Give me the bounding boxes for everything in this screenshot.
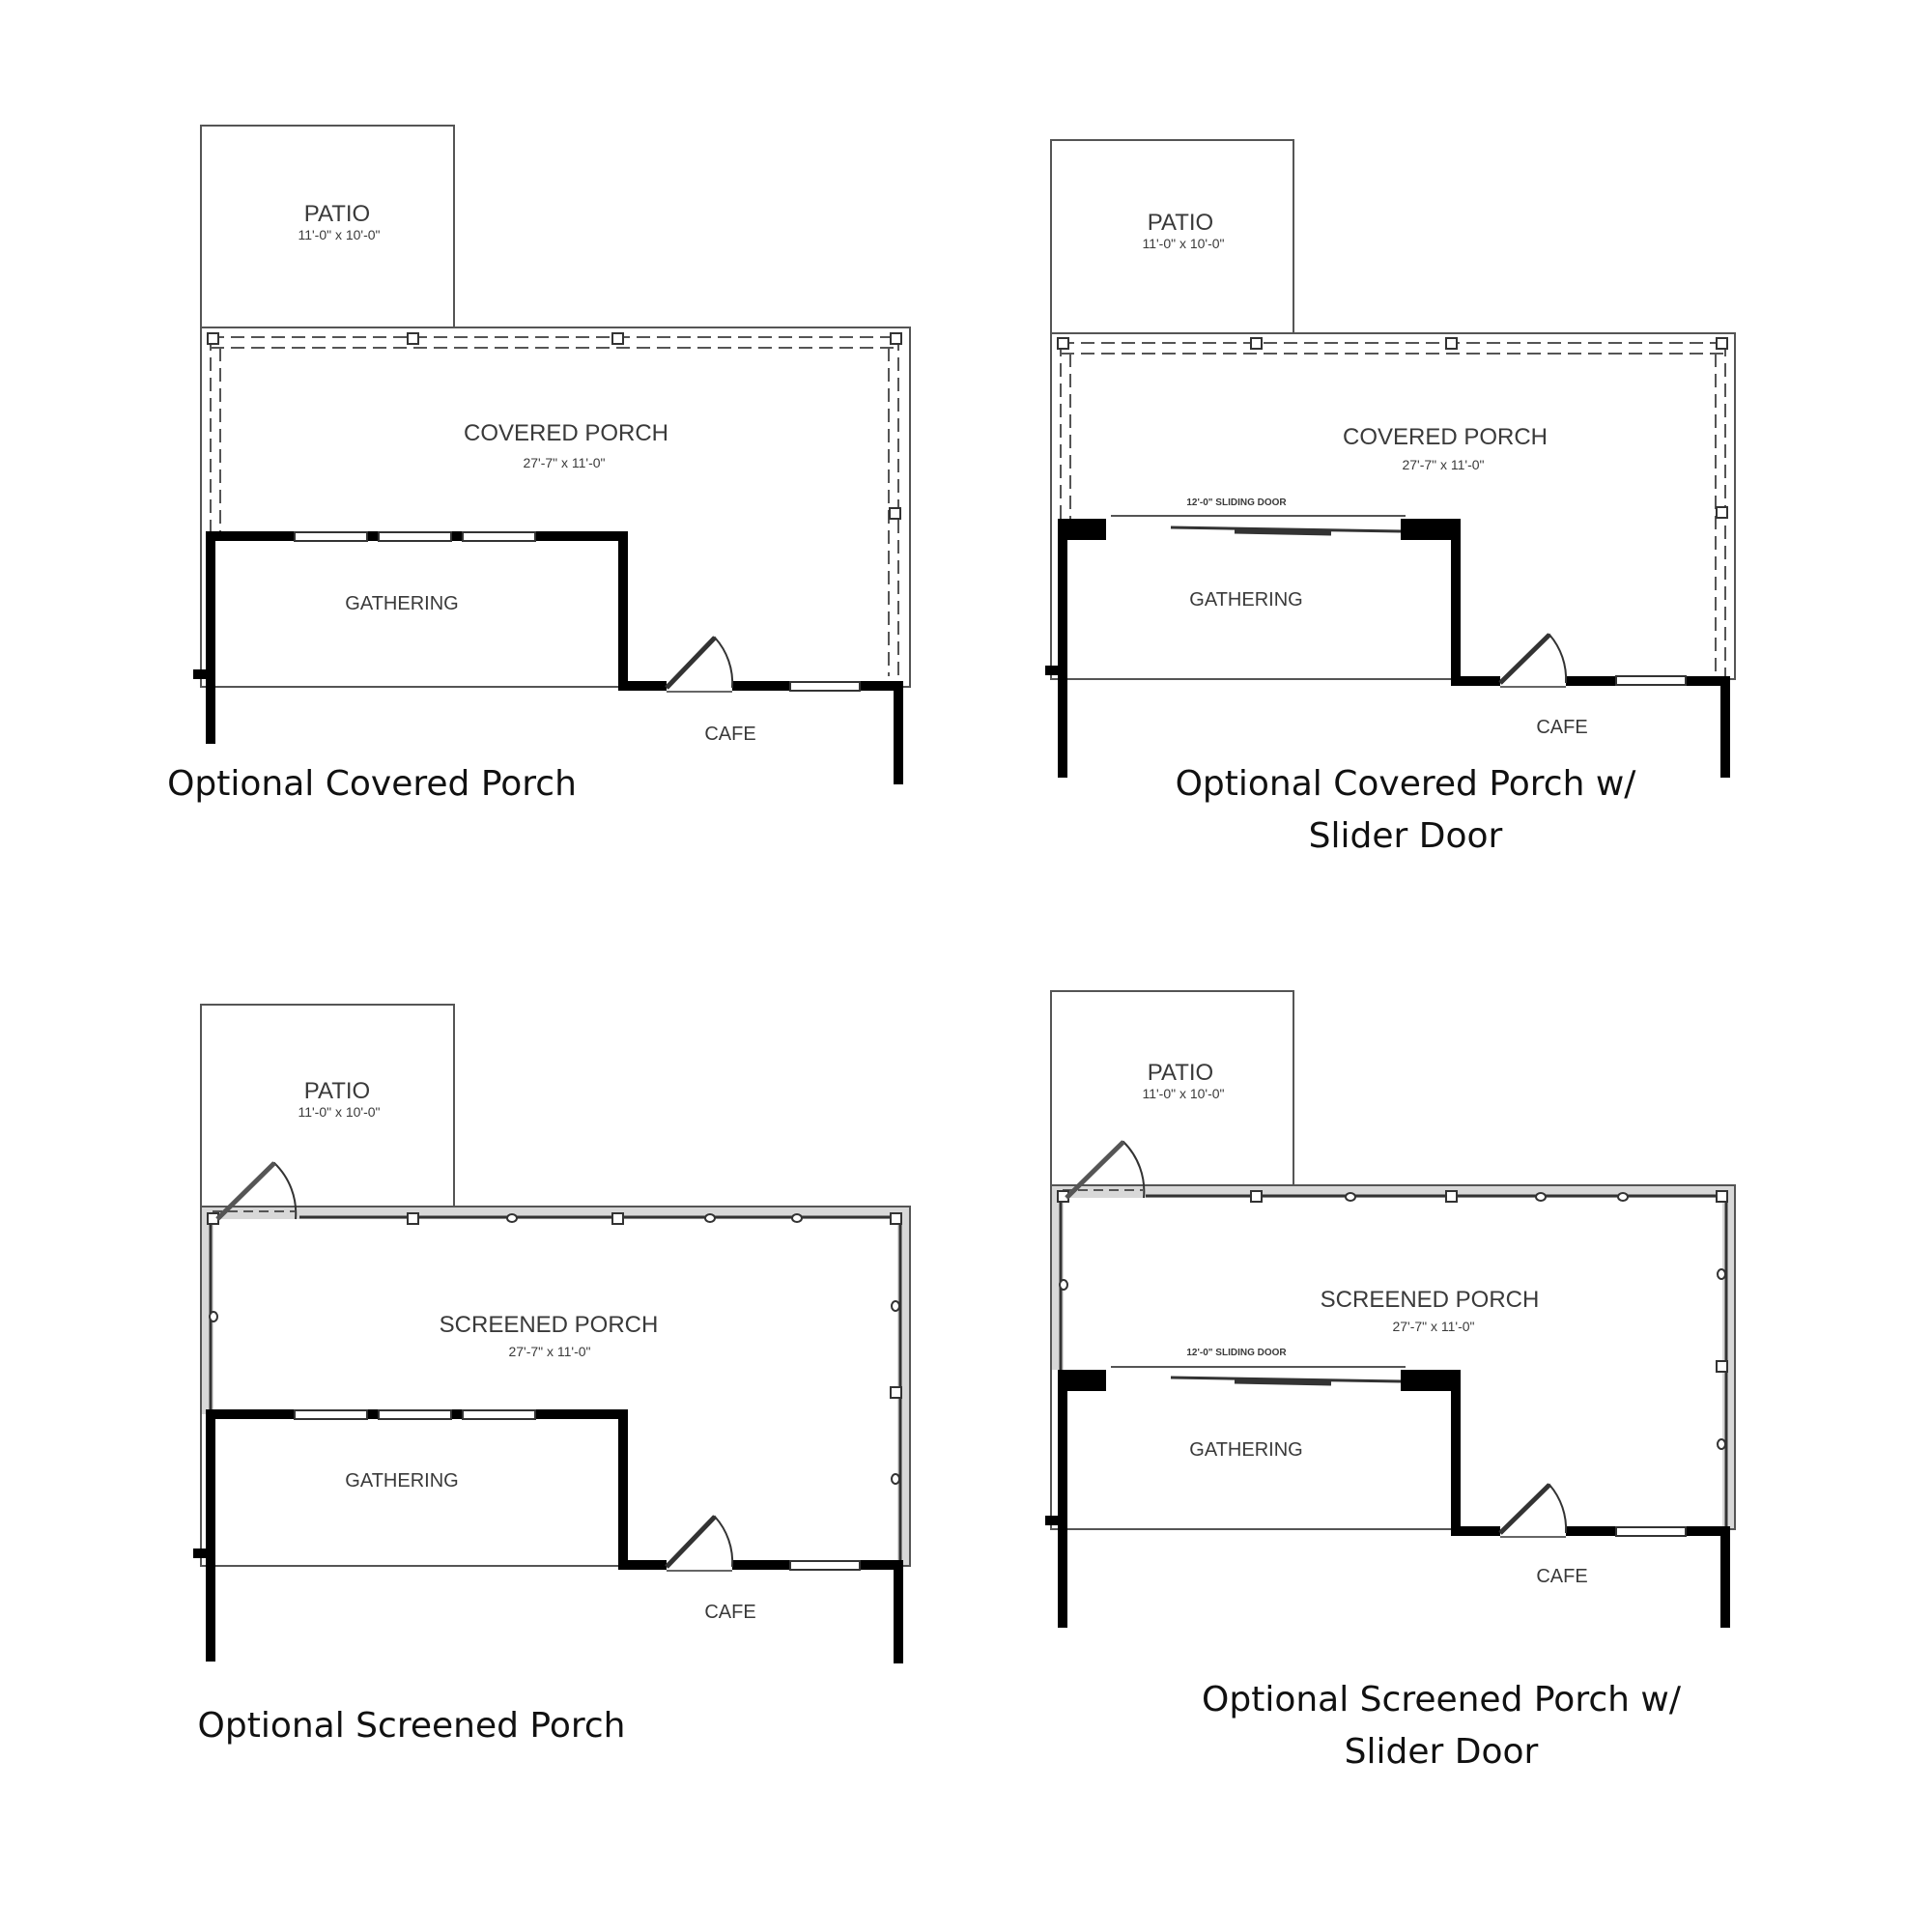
caption-line: Optional Covered Porch [167,764,577,804]
wall-end-block [1401,1370,1461,1391]
patio-label: PATIO [1147,1060,1214,1086]
porch-outline [1051,333,1735,679]
sliding-door-label: 12'-0" SLIDING DOOR [1186,1348,1287,1358]
screen-post [892,1301,899,1311]
porch-post [1058,338,1068,349]
window [463,532,535,541]
patio-label: PATIO [303,1078,371,1104]
door-opening [667,1559,732,1571]
window [790,682,860,691]
wall-stub [193,669,207,679]
porch-post [612,333,623,344]
screen-band [1722,1186,1734,1528]
gathering-label: GATHERING [345,593,459,614]
wall-stub [193,1548,207,1558]
porch-post [890,508,900,519]
door-opening [1500,1525,1566,1537]
panel-caption [0,1700,895,1752]
porch-outline [201,1207,910,1566]
window [295,532,367,541]
sliding-door-label: 12'-0" SLIDING DOOR [1186,497,1287,508]
porch-label: COVERED PORCH [463,420,669,446]
door-opening [1500,675,1566,687]
screen-post [792,1214,802,1222]
porch-post [208,333,218,344]
floorplan-drawing [966,966,1932,1932]
gathering-label: GATHERING [1189,1439,1303,1461]
porch-dimensions: 27'-7" x 11'-0" [1392,1319,1475,1334]
caption-line: Optional Screened Porch w/ [1202,1680,1681,1719]
screen-post [210,1312,217,1321]
window [790,1561,860,1570]
porch-dashed-beam [211,337,898,676]
cafe-label: CAFE [704,1602,756,1623]
caption-line: Optional Covered Porch w/ [1175,764,1636,804]
caption-line: Optional Screened Porch [197,1706,626,1746]
porch-outline [201,327,910,687]
panel-caption [923,758,1889,863]
panel-caption [958,1674,1924,1778]
floorplan-panel-screened-porch [0,966,966,1932]
screen-post [507,1214,517,1222]
porch-post [1446,338,1457,349]
porch-dashed-beam [1061,343,1725,676]
porch-post [1717,1361,1727,1372]
floorplan-panel-covered-porch-slider [966,0,1932,966]
patio-dimensions: 11'-0" x 10'-0" [1142,1086,1225,1101]
window [463,1410,535,1419]
window [379,1410,451,1419]
screen-post [1536,1193,1546,1201]
window [379,532,451,541]
porch-label: COVERED PORCH [1342,424,1548,450]
porch-post [1251,338,1262,349]
porch-post [1717,338,1727,349]
porch-label: SCREENED PORCH [439,1312,659,1338]
floorplan-panel-screened-porch-slider [966,966,1932,1932]
wall-stub [1045,1516,1059,1525]
porch-dimensions: 27'-7" x 11'-0" [1402,457,1485,472]
porch-label: SCREENED PORCH [1320,1287,1540,1313]
wall-end-block [1401,519,1461,540]
screen-post [1718,1269,1725,1279]
cafe-label: CAFE [1536,717,1588,738]
sliding-door-panel [1235,531,1331,533]
patio-dimensions: 11'-0" x 10'-0" [1142,236,1225,251]
window [295,1410,367,1419]
porch-post [1251,1191,1262,1202]
floorplan-panel-covered-porch [0,0,966,966]
house-wall [211,536,898,784]
caption-line: Slider Door [1308,816,1503,856]
porch-post [208,1213,218,1224]
porch-post [612,1213,623,1224]
patio-label: PATIO [303,201,371,227]
porch-post [891,1387,901,1398]
screen-post [1718,1439,1725,1449]
cafe-label: CAFE [1536,1566,1588,1587]
porch-post [1446,1191,1457,1202]
porch-post [1717,1191,1727,1202]
sliding-door-panel [1235,1381,1331,1383]
porch-outline [1051,1185,1735,1529]
wall-end-block [1058,1370,1106,1391]
wall-stub [1045,666,1059,675]
porch-post [891,1213,901,1224]
patio-label: PATIO [1147,210,1214,236]
screen-post [705,1214,715,1222]
floorplan-drawing [0,966,966,1932]
screen-post [1060,1280,1067,1290]
porch-post [408,1213,418,1224]
screen-post [892,1474,899,1484]
screen-post [1346,1193,1355,1201]
window [1616,676,1686,685]
porch-dimensions: 27'-7" x 11'-0" [508,1344,591,1359]
gathering-label: GATHERING [1189,589,1303,611]
door-opening [667,680,732,692]
porch-post [1717,507,1727,518]
porch-post [408,333,418,344]
floorplan-drawing [0,0,966,966]
porch-dimensions: 27'-7" x 11'-0" [523,455,606,470]
house-wall [1063,526,1725,778]
gathering-label: GATHERING [345,1470,459,1492]
wall-end-block [1058,519,1106,540]
patio-dimensions: 11'-0" x 10'-0" [298,1104,381,1120]
screen-post [1618,1193,1628,1201]
window [1616,1527,1686,1536]
panel-caption [0,758,855,810]
patio-dimensions: 11'-0" x 10'-0" [298,227,381,242]
cafe-label: CAFE [704,724,756,745]
porch-post [891,333,901,344]
caption-line: Slider Door [1344,1732,1539,1772]
